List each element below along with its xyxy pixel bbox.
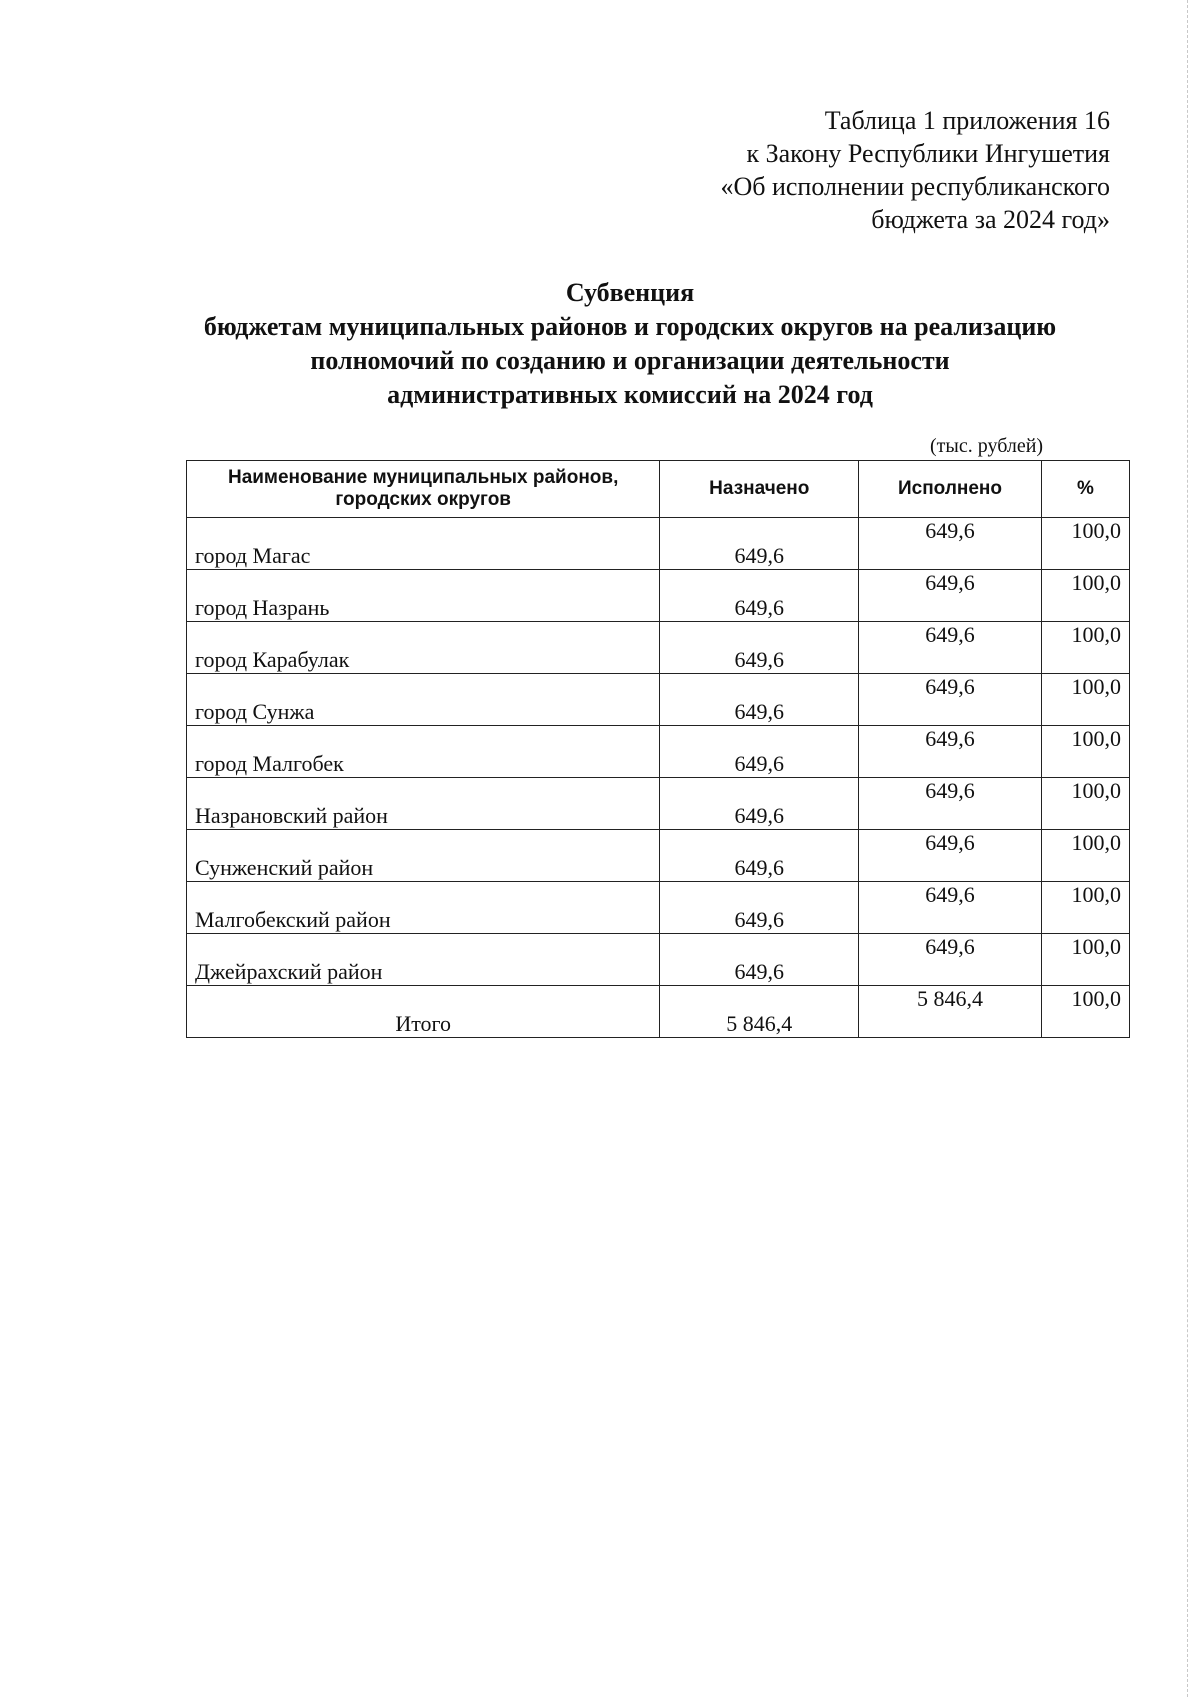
cell-name: Малгобекский район bbox=[187, 882, 660, 934]
cell-planned: 649,6 bbox=[660, 570, 859, 622]
cell-executed: 649,6 bbox=[859, 882, 1042, 934]
table-header-row bbox=[187, 461, 1130, 518]
table-row bbox=[187, 726, 1130, 778]
title-line-2: бюджетам муниципальных районов и городских округов на реализацию bbox=[203, 312, 1057, 341]
cell-executed: 649,6 bbox=[859, 518, 1042, 570]
cell-percent: 100,0 bbox=[1041, 778, 1129, 830]
cell-executed: 649,6 bbox=[859, 622, 1042, 674]
appendix-line-4: бюджета за 2024 год» bbox=[871, 205, 1110, 234]
cell-executed: 649,6 bbox=[859, 674, 1042, 726]
cell-executed: 649,6 bbox=[859, 830, 1042, 882]
table-row bbox=[187, 570, 1130, 622]
units-note: (тыс. рублей) bbox=[930, 435, 1044, 457]
table-row bbox=[187, 934, 1130, 986]
cell-name: Назрановский район bbox=[187, 778, 660, 830]
cell-planned: 649,6 bbox=[660, 830, 859, 882]
cell-percent: 100,0 bbox=[1041, 570, 1129, 622]
cell-percent: 100,0 bbox=[1041, 934, 1129, 986]
cell-planned: 649,6 bbox=[660, 726, 859, 778]
header-percent: % bbox=[1041, 461, 1129, 518]
title-line-4: административных комиссий на 2024 год bbox=[387, 380, 873, 409]
cell-percent: 100,0 bbox=[1041, 622, 1129, 674]
header-executed: Исполнено bbox=[859, 461, 1042, 518]
total-planned: 5 846,4 bbox=[660, 986, 859, 1038]
cell-percent: 100,0 bbox=[1041, 830, 1129, 882]
table-row bbox=[187, 622, 1130, 674]
header-planned: Назначено bbox=[660, 461, 859, 518]
cell-percent: 100,0 bbox=[1041, 882, 1129, 934]
cell-planned: 649,6 bbox=[660, 518, 859, 570]
table-row bbox=[187, 518, 1130, 570]
cell-planned: 649,6 bbox=[660, 882, 859, 934]
document-title bbox=[160, 276, 1100, 412]
page-edge-line bbox=[1187, 0, 1188, 1697]
cell-percent: 100,0 bbox=[1041, 726, 1129, 778]
subvention-table bbox=[186, 460, 1130, 1038]
appendix-reference bbox=[720, 104, 1110, 236]
total-executed: 5 846,4 bbox=[859, 986, 1042, 1038]
total-label: Итого bbox=[187, 986, 660, 1038]
table-row bbox=[187, 778, 1130, 830]
cell-planned: 649,6 bbox=[660, 778, 859, 830]
cell-percent: 100,0 bbox=[1041, 674, 1129, 726]
cell-planned: 649,6 bbox=[660, 622, 859, 674]
total-row bbox=[187, 986, 1130, 1038]
cell-executed: 649,6 bbox=[859, 726, 1042, 778]
cell-executed: 649,6 bbox=[859, 778, 1042, 830]
cell-name: Сунженский район bbox=[187, 830, 660, 882]
cell-name: город Магас bbox=[187, 518, 660, 570]
cell-name: город Малгобек bbox=[187, 726, 660, 778]
cell-planned: 649,6 bbox=[660, 674, 859, 726]
table-row bbox=[187, 674, 1130, 726]
cell-executed: 649,6 bbox=[859, 570, 1042, 622]
cell-name: Джейрахский район bbox=[187, 934, 660, 986]
appendix-line-1: Таблица 1 приложения 16 bbox=[824, 106, 1110, 135]
appendix-line-2: к Закону Республики Ингушетия bbox=[746, 139, 1110, 168]
table-row bbox=[187, 830, 1130, 882]
table-row bbox=[187, 882, 1130, 934]
cell-name: город Сунжа bbox=[187, 674, 660, 726]
total-percent: 100,0 bbox=[1041, 986, 1129, 1038]
title-line-3: полномочий по созданию и организации деятельности bbox=[310, 346, 950, 375]
title-line-1: Субвенция bbox=[565, 278, 695, 307]
cell-name: город Карабулак bbox=[187, 622, 660, 674]
cell-executed: 649,6 bbox=[859, 934, 1042, 986]
cell-percent: 100,0 bbox=[1041, 518, 1129, 570]
cell-name: город Назрань bbox=[187, 570, 660, 622]
cell-planned: 649,6 bbox=[660, 934, 859, 986]
appendix-line-3: «Об исполнении республиканского bbox=[720, 172, 1110, 201]
header-name: Наименование муниципальных районов, городских округов bbox=[187, 461, 660, 518]
